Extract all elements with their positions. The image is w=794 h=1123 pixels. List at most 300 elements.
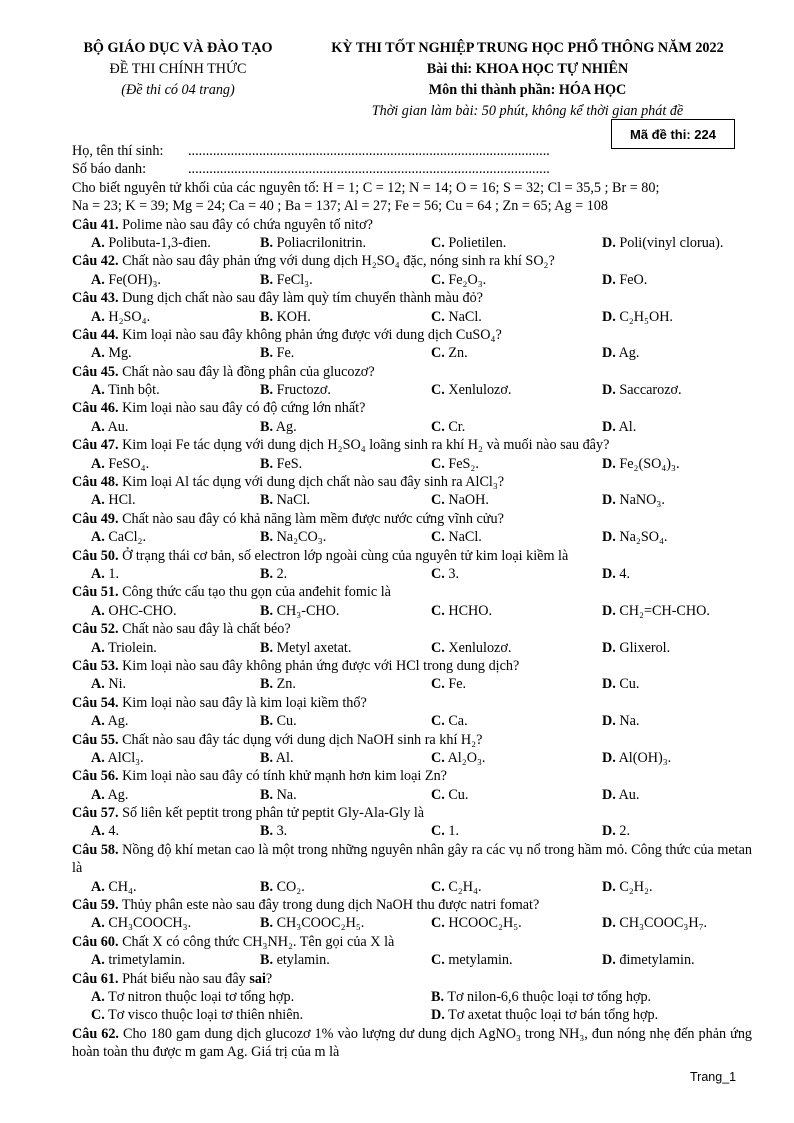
question-label: Câu 60. [72,933,119,950]
option-a[interactable] [91,749,144,767]
option-text: KOH. [276,308,311,325]
question-item [72,841,752,878]
option-text: Triolein. [108,639,157,656]
question-text: Cho 180 gam dung dịch glucozơ 1% vào lượng dư dung dịch AgNO₃ trong NH₃, đun nóng nhẹ đến phản ứng hoàn toàn thu được m gam Ag. Giá trị của m là [72,1025,753,1061]
option-letter: C. [431,639,445,656]
option-text: đimetylamin. [619,952,695,969]
option-letter: D. [602,492,616,509]
option-c[interactable] [431,914,522,932]
option-text: Fe(OH)₃. [108,271,161,288]
option-row [72,234,752,252]
option-letter: D. [602,234,616,251]
option-letter: C. [431,878,445,895]
question-label: Câu 54. [72,694,119,711]
question-text: Kim loại Al tác dụng với dung dịch chất nào sau đây sinh ra AlCl₃? [122,474,505,491]
option-text: Tơ nilon-6,6 thuộc loại tơ tổng hợp. [447,989,652,1005]
question-item [72,326,752,344]
question-label: Câu 59. [72,897,119,914]
option-letter: D. [602,345,616,362]
option-letter: B. [260,234,274,251]
option-text: CH₃-CHO. [276,602,340,619]
option-d[interactable] [602,914,707,932]
official-label: ĐỀ THI CHÍNH THỨC [109,61,247,77]
option-a[interactable] [91,822,119,840]
question-label: Câu 51. [72,584,119,601]
option-b[interactable] [260,749,294,767]
option-d[interactable] [602,675,639,693]
question-label: Câu 61. [72,970,119,987]
question-item [72,547,752,565]
option-row [72,1006,752,1024]
option-text: Tơ nitron thuộc loại tơ tổng hợp. [108,989,295,1005]
option-text: FeSO₄. [108,455,150,472]
option-d[interactable] [602,491,665,509]
option-row [72,271,752,289]
option-b[interactable] [260,602,339,620]
option-text: FeS. [276,455,303,472]
option-letter: C. [431,602,445,619]
question-item [72,436,752,454]
option-d[interactable] [602,951,695,969]
option-a[interactable] [91,565,119,583]
option-letter: B. [260,915,274,932]
option-letter: D. [602,676,616,693]
option-row [72,712,752,730]
option-c[interactable] [431,878,482,896]
option-text: H₂SO₄. [108,308,151,325]
option-letter: C. [431,749,445,766]
option-c[interactable] [431,271,486,289]
option-b[interactable] [260,455,302,473]
option-letter: D. [431,1007,445,1024]
option-b[interactable] [260,878,305,896]
option-d[interactable] [602,878,653,896]
option-letter: D. [602,749,616,766]
question-text: Nồng độ khí metan cao là một trong những nguyên nhân gây ra các vụ nổ trong hầm mỏ. Công thức của metan là [72,841,752,877]
question-item [72,510,752,528]
option-letter: C. [431,418,445,435]
option-c[interactable] [431,308,482,326]
option-row [72,381,752,399]
option-text: Na. [619,713,640,730]
question-text: Chất nào sau đây là đồng phân của glucozơ? [122,363,375,380]
question-text: Số liên kết peptit trong phân tử peptit Gly-Ala-Gly là [122,805,425,822]
option-c[interactable] [431,528,482,546]
option-d[interactable] [602,418,636,436]
option-text: 3. [276,823,288,840]
option-b[interactable] [431,988,651,1006]
option-text: NaCl. [276,492,311,509]
option-d[interactable] [602,822,630,840]
option-b[interactable] [260,528,326,546]
question-label: Câu 46. [72,400,119,417]
question-label: Câu 41. [72,216,119,233]
option-a[interactable] [91,639,157,657]
option-b[interactable] [260,675,296,693]
option-d[interactable] [602,308,673,326]
question-item [72,363,752,381]
option-text: Al. [275,749,294,766]
option-text: HCOOC₂H₅. [448,915,522,932]
option-a[interactable] [91,491,136,509]
option-d[interactable] [602,639,670,657]
time-note: Thời gian làm bài: 50 phút, không kể thời gian phát đề [371,103,684,119]
option-letter: A. [91,749,105,766]
student-name-label: Họ, tên thí sinh: [72,143,164,159]
option-c[interactable] [431,951,513,969]
option-row [72,749,752,767]
question-label: Câu 49. [72,510,119,527]
option-text: Au. [107,418,129,435]
option-text: CH₄. [108,878,137,895]
option-letter: B. [260,713,274,730]
pages-note: (Đề thi có 04 trang) [121,82,235,98]
student-id-label: Số báo danh: [72,161,147,178]
option-letter: A. [91,878,105,895]
option-text: 3. [448,565,459,582]
option-letter: A. [91,713,105,730]
option-text: Mg. [108,345,132,362]
option-letter: C. [431,676,445,693]
option-text: Cr. [448,418,466,435]
option-letter: D. [602,529,616,546]
question-item [72,216,752,234]
option-letter: C. [431,345,445,362]
option-b[interactable] [260,565,287,583]
question-label: Câu 44. [72,326,119,343]
question-emphasis: sai [249,970,266,987]
option-text: Polietilen. [448,234,507,251]
question-label: Câu 58. [72,841,119,858]
option-text: CH₂=CH-CHO. [619,602,710,619]
question-text: Phát biểu nào sau đây [122,970,250,987]
subject-test: Bài thi: KHOA HỌC TỰ NHIÊN [426,61,629,77]
exam-code-box: Mã đề thi: 224 [611,119,735,149]
option-text: 1. [108,565,119,582]
option-b[interactable] [260,418,297,436]
question-item [72,289,752,307]
exam-title: KỲ THI TỐT NGHIỆP TRUNG HỌC PHỔ THÔNG NĂM 2022 [331,40,724,56]
option-letter: C. [431,786,445,803]
question-item [72,694,752,712]
option-a[interactable] [91,308,150,326]
option-b[interactable] [260,491,310,509]
option-letter: A. [91,455,105,472]
option-row [72,602,752,620]
option-c[interactable] [91,1006,303,1024]
option-letter: A. [91,492,105,509]
option-b[interactable] [260,639,351,657]
option-a[interactable] [91,951,185,969]
option-b[interactable] [260,381,331,399]
option-letter: C. [431,492,445,509]
option-text: AlCl₃. [107,749,144,766]
option-b[interactable] [260,914,364,932]
option-text: OHC-CHO. [108,602,177,619]
option-d[interactable] [602,271,647,289]
student-name-field: ...................................................................................................... [188,143,550,159]
option-text: C₂H₅OH. [619,308,673,325]
question-text-end: ? [265,970,273,987]
option-letter: D. [602,786,616,803]
option-a[interactable] [91,455,149,473]
option-text: Cu. [276,713,297,730]
option-a[interactable] [91,988,294,1006]
option-a[interactable] [91,344,132,362]
option-letter: A. [91,676,105,693]
option-letter: B. [260,676,274,693]
option-d[interactable] [602,602,710,620]
option-letter: C. [91,1007,105,1024]
option-text: 4. [108,823,119,840]
exam-body [72,142,752,1062]
option-text: HCl. [108,492,136,509]
option-letter: B. [260,271,274,288]
option-text: Cu. [448,786,469,803]
question-text: Công thức cấu tạo thu gọn của anđehit fomic là [122,584,391,601]
option-letter: D. [602,418,616,435]
option-text: Fe₂O₃. [448,271,487,288]
option-c[interactable] [431,234,506,252]
option-letter: B. [260,952,274,969]
option-letter: C. [431,529,445,546]
option-text: 2. [276,565,288,582]
option-row [72,308,752,326]
option-letter: D. [602,952,616,969]
option-c[interactable] [431,344,468,362]
option-letter: A. [91,989,105,1005]
option-text: Fructozơ. [276,382,331,399]
option-letter: B. [260,878,274,895]
option-text: C₂H₂. [619,878,653,895]
option-c[interactable] [431,418,465,436]
option-text: C₂H₄. [448,878,482,895]
option-c[interactable] [431,602,492,620]
option-text: FeS₂. [448,455,479,472]
question-text: Chất nào sau đây phản ứng với dung dịch H₂SO₄ đặc, nóng sinh ra khí SO₂? [122,253,555,270]
option-row [72,639,752,657]
option-letter: C. [431,382,445,399]
option-letter: B. [260,786,274,803]
option-d[interactable] [602,528,667,546]
option-row [72,786,752,804]
option-row [72,675,752,693]
option-letter: C. [431,565,445,582]
option-c[interactable] [431,565,459,583]
option-letter: B. [260,455,274,472]
option-d[interactable] [602,712,639,730]
question-text: Ở trạng thái cơ bản, số electron lớp ngoài cùng của nguyên tử kim loại kiềm là [122,547,569,564]
option-a[interactable] [91,528,146,546]
ministry-name: BỘ GIÁO DỤC VÀ ĐÀO TẠO [83,40,273,56]
component-subject: Môn thi thành phần: HÓA HỌC [428,82,627,98]
option-a[interactable] [91,271,161,289]
option-text: Na₂CO₃. [276,529,327,546]
question-text: Chất nào sau đây tác dụng với dung dịch NaOH sinh ra khí H₂? [122,731,483,748]
option-letter: D. [602,639,616,656]
option-c[interactable] [431,639,511,657]
option-row [72,344,752,362]
option-row [72,565,752,583]
option-c[interactable] [431,712,468,730]
option-letter: B. [260,418,274,435]
question-item [72,731,752,749]
question-item [72,896,752,914]
student-id-field: ...................................................................................................... [188,161,550,178]
option-letter: A. [91,234,105,251]
option-text: HCHO. [448,602,493,619]
option-c[interactable] [431,786,468,804]
question-item [72,620,752,638]
option-text: Saccarozơ. [619,382,682,399]
option-b[interactable] [260,822,287,840]
option-text: Zn. [448,345,468,362]
option-a[interactable] [91,418,128,436]
option-b[interactable] [260,234,366,252]
option-text: CaCl₂. [108,529,147,546]
option-text: NaOH. [448,492,489,509]
option-text: Xenlulozơ. [448,382,512,399]
option-letter: D. [602,382,616,399]
option-a[interactable] [91,914,191,932]
option-text: Fe. [448,676,467,693]
option-c[interactable] [431,749,485,767]
option-text: Poli(vinyl clorua). [619,234,724,251]
option-letter: D. [602,713,616,730]
option-b[interactable] [260,786,297,804]
option-b[interactable] [260,712,297,730]
option-text: Fe. [276,345,295,362]
option-d[interactable] [602,749,671,767]
option-letter: A. [91,308,105,325]
option-text: FeCl₃. [276,271,313,288]
option-row [72,951,752,969]
option-c[interactable] [431,822,459,840]
question-label: Câu 42. [72,253,119,270]
option-letter: A. [91,271,105,288]
option-d[interactable] [602,786,639,804]
option-letter: C. [431,915,445,932]
option-text: CH₃COOC₂H₅. [276,915,365,932]
question-text: Chất nào sau đây là chất béo? [122,621,291,638]
question-61 [72,970,752,988]
option-letter: C. [431,713,445,730]
option-c[interactable] [431,491,489,509]
question-label: Câu 52. [72,621,119,638]
option-text: Xenlulozơ. [448,639,512,656]
option-b[interactable] [260,271,313,289]
option-text: Poliacrilonitrin. [276,234,367,251]
option-a[interactable] [91,712,128,730]
option-c[interactable] [431,381,511,399]
option-text: Al. [618,418,637,435]
option-text: Fe₂(SO₄)₃. [619,455,680,472]
option-letter: B. [260,823,274,840]
question-label: Câu 50. [72,547,119,564]
option-d[interactable] [602,455,680,473]
option-text: Ag. [275,418,297,435]
question-label: Câu 57. [72,805,119,822]
question-text: Kim loại nào sau đây có độ cứng lớn nhất? [122,400,366,417]
option-text: etylamin. [276,952,330,969]
question-text: Kim loại nào sau đây có tính khử mạnh hơn kim loại Zn? [122,768,447,785]
question-label: Câu 45. [72,363,119,380]
question-text: Chất X có công thức CH₃NH₂. Tên gọi của X là [122,933,395,950]
option-c[interactable] [431,675,466,693]
option-letter: B. [260,492,274,509]
option-text: 2. [619,823,630,840]
option-d[interactable] [431,1006,658,1024]
option-row [72,528,752,546]
option-b[interactable] [260,951,330,969]
option-a[interactable] [91,878,137,896]
option-text: 1. [448,823,459,840]
option-d[interactable] [602,381,682,399]
option-d[interactable] [602,344,639,362]
option-text: Ag. [107,713,129,730]
option-letter: A. [91,418,105,435]
question-item [72,804,752,822]
option-letter: C. [431,308,445,325]
option-text: Ag. [618,345,640,362]
option-letter: D. [602,308,616,325]
option-text: Ag. [107,786,129,803]
question-text: Kim loại nào sau đây không phản ứng được với HCl trong dung dịch? [122,657,520,674]
option-text: NaCl. [448,308,482,325]
option-letter: C. [431,234,445,251]
question-label: Câu 56. [72,768,119,785]
option-text: Metyl axetat. [276,639,352,656]
question-text: Dung dịch chất nào sau đây làm quỳ tím chuyển thành màu đỏ? [122,290,483,307]
option-letter: D. [602,565,616,582]
student-id-line [72,160,752,178]
option-b[interactable] [260,308,311,326]
option-row [72,455,752,473]
option-a[interactable] [91,602,177,620]
option-letter: B. [260,639,274,656]
question-item [72,252,752,270]
option-letter: A. [91,529,105,546]
option-letter: D. [602,878,616,895]
option-d[interactable] [602,234,723,252]
option-a[interactable] [91,786,128,804]
option-letter: A. [91,915,105,932]
atomic-mass-line: Cho biết nguyên tử khối của các nguyên tố: H = 1; C = 12; N = 14; O = 16; S = 32; Cl = 35,5 ; Br = 80; [72,179,660,196]
option-letter: A. [91,823,105,840]
question-list [72,216,752,970]
option-text: Al(OH)₃. [618,749,672,766]
option-a[interactable] [91,675,126,693]
question-text: Kim loại nào sau đây không phản ứng được với dung dịch CuSO₄? [122,326,502,343]
option-a[interactable] [91,381,160,399]
option-text: Tơ axetat thuộc loại tơ bán tổng hợp. [448,1007,659,1024]
option-b[interactable] [260,344,294,362]
option-letter: C. [431,823,445,840]
option-letter: A. [91,602,105,619]
option-letter: B. [260,345,274,362]
question-label: Câu 43. [72,290,119,307]
option-row [72,878,752,896]
option-text: FeO. [619,271,648,288]
option-a[interactable] [91,234,211,252]
question-item [72,657,752,675]
option-c[interactable] [431,455,479,473]
question-label: Câu 62. [72,1025,119,1042]
option-d[interactable] [602,565,630,583]
option-text: NaNO₃. [619,492,665,509]
option-text: Al₂O₃. [447,749,486,766]
option-letter: A. [91,786,105,803]
